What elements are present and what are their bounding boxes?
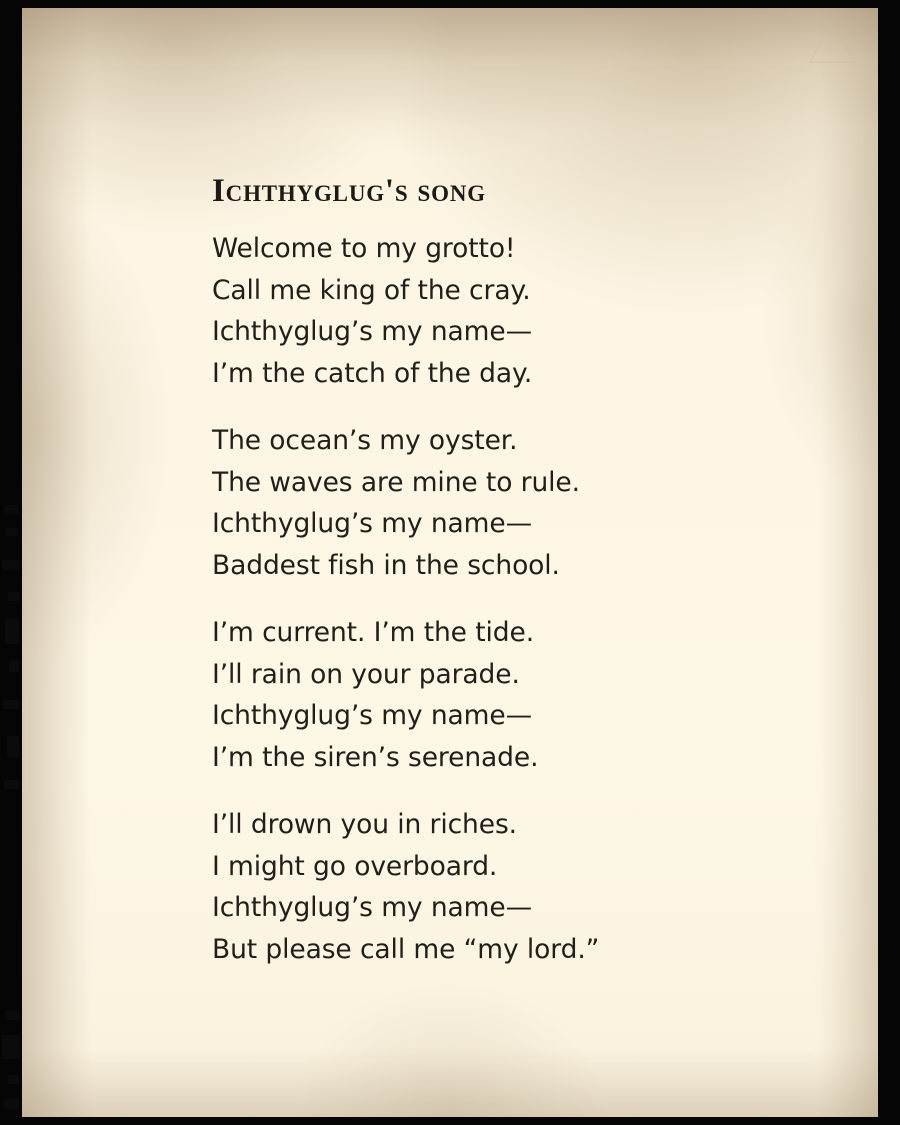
paper-edge-left bbox=[22, 8, 92, 1117]
poem-line: But please call me “my lord.” bbox=[212, 933, 600, 965]
parchment-sheet bbox=[22, 8, 878, 1117]
stanza-1 bbox=[212, 228, 752, 394]
paper-edge-fleck bbox=[2, 560, 19, 570]
poem-line: Welcome to my grotto! bbox=[212, 233, 516, 264]
page-title: Ichthyglug's song bbox=[212, 173, 486, 209]
poem-line: Call me king of the cray. bbox=[212, 274, 531, 306]
paper-edge-fleck bbox=[2, 1035, 20, 1059]
poem-line: Ichthyglug’s my name— bbox=[212, 508, 532, 539]
paper-edge-top bbox=[22, 8, 878, 128]
paper-edge-bottom bbox=[22, 1047, 878, 1117]
paper-edge-fleck bbox=[4, 780, 19, 789]
poem-line: I’ll drown you in riches. bbox=[212, 809, 517, 840]
paper-edge-fleck bbox=[6, 528, 18, 536]
paper-edge-fleck bbox=[8, 1075, 19, 1084]
poem-line: The ocean’s my oyster. bbox=[212, 425, 518, 456]
stanza-4 bbox=[212, 804, 752, 970]
poem-line: I might go overboard. bbox=[212, 850, 498, 882]
paper-edge-fleck bbox=[9, 660, 19, 672]
paper-edge-fleck bbox=[8, 592, 19, 601]
paper-edge-fleck bbox=[7, 736, 19, 758]
poem-line: Ichthyglug’s my name— bbox=[212, 892, 532, 923]
stanza-3 bbox=[212, 612, 752, 778]
paper-edge-fleck bbox=[4, 505, 18, 514]
poem-line: I’m the catch of the day. bbox=[212, 357, 533, 389]
poem-body bbox=[212, 173, 752, 970]
corner-mark-icon bbox=[802, 14, 862, 66]
poem-line: I’ll rain on your parade. bbox=[212, 658, 520, 690]
paper-edge-fleck bbox=[6, 1010, 20, 1020]
stanza-2 bbox=[212, 420, 752, 586]
poem-line: Ichthyglug’s my name— bbox=[212, 700, 532, 731]
poem-line: I’m the siren’s serenade. bbox=[212, 741, 539, 773]
poem-line: Baddest fish in the school. bbox=[212, 549, 560, 581]
poem-line: The waves are mine to rule. bbox=[212, 466, 580, 498]
paper-edge-fleck bbox=[4, 1098, 19, 1110]
paper-edge-fleck bbox=[3, 700, 19, 709]
poem-line: I’m current. I’m the tide. bbox=[212, 617, 535, 648]
poem-line: Ichthyglug’s my name— bbox=[212, 316, 532, 347]
paper-edge-fleck bbox=[5, 618, 19, 644]
paper-edge-right bbox=[818, 8, 878, 1117]
